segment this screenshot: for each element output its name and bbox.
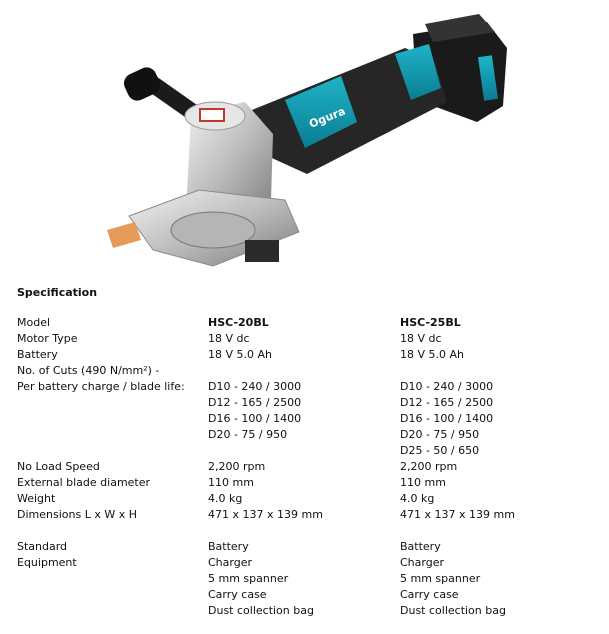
spec-value-model-2: 2,200 rpm [400,460,458,473]
spec-value-model-2: 5 mm spanner [400,572,481,585]
spec-value-model-1: Charger [208,556,252,569]
spec-value-model-1: 5 mm spanner [208,572,289,585]
spec-value-model-1: 18 V 5.0 Ah [208,348,273,361]
spec-value-model-2: D16 - 100 / 1400 [400,412,494,425]
spec-value-model-1: D10 - 240 / 3000 [208,380,302,393]
spec-row [0,523,609,539]
spec-value-model-1: Battery [208,540,249,553]
specification-heading: Specification [17,286,98,299]
spec-value-model-2: 471 x 137 x 139 mm [400,508,515,521]
spec-row [0,443,609,459]
spec-row [0,507,609,523]
spec-value-model-2: 18 V dc [400,332,442,345]
product-brand-logo: Ogura [307,104,348,131]
spec-value-model-2: D12 - 165 / 2500 [400,396,494,409]
spec-value-model-1: D16 - 100 / 1400 [208,412,302,425]
spec-row [0,491,609,507]
spec-label: Per battery charge / blade life: [17,380,185,393]
model-name-1: HSC-20BL [208,316,269,329]
spec-row [0,571,609,587]
spec-row [0,475,609,491]
spec-value-model-2: D20 - 75 / 950 [400,428,480,441]
spec-value-model-1: 18 V dc [208,332,250,345]
spec-label: Motor Type [17,332,78,345]
spec-label: External blade diameter [17,476,151,489]
spec-value-model-1: 4.0 kg [208,492,243,505]
spec-row [0,411,609,427]
spec-row [0,587,609,603]
spec-value-model-1: D20 - 75 / 950 [208,428,288,441]
spec-label: Dimensions L x W x H [17,508,137,521]
spec-label: No Load Speed [17,460,100,473]
spec-label: Battery [17,348,58,361]
spec-row [0,363,609,379]
spec-value-model-2: 18 V 5.0 Ah [400,348,465,361]
spec-value-model-2: D25 - 50 / 650 [400,444,480,457]
spec-value-model-1: Carry case [208,588,267,601]
spec-value-model-2: Battery [400,540,441,553]
model-label: Model [17,316,51,329]
spec-value-model-2: Carry case [400,588,459,601]
spec-value-model-1: Dust collection bag [208,604,314,617]
spec-value-model-2: 110 mm [400,476,446,489]
spec-row [0,427,609,443]
spec-value-model-1: 2,200 rpm [208,460,266,473]
spec-label: Weight [17,492,56,505]
spec-row [0,459,609,475]
spec-row [0,379,609,395]
product-image [95,4,515,276]
spec-label: Equipment [17,556,77,569]
spec-row [0,603,609,619]
spec-row [0,555,609,571]
spec-value-model-2: D10 - 240 / 3000 [400,380,494,393]
spec-label: No. of Cuts (490 N/mm²) - [17,364,160,377]
spec-value-model-1: D12 - 165 / 2500 [208,396,302,409]
spec-row [0,395,609,411]
spec-value-model-1: 471 x 137 x 139 mm [208,508,323,521]
spec-label: Standard [17,540,68,553]
spec-value-model-1: 110 mm [208,476,254,489]
spec-row [0,539,609,555]
spec-value-model-2: Charger [400,556,444,569]
spec-header-row [0,315,609,331]
spec-value-model-2: 4.0 kg [400,492,435,505]
spec-value-model-2: Dust collection bag [400,604,506,617]
spec-row [0,331,609,347]
model-name-2: HSC-25BL [400,316,461,329]
spec-row [0,347,609,363]
